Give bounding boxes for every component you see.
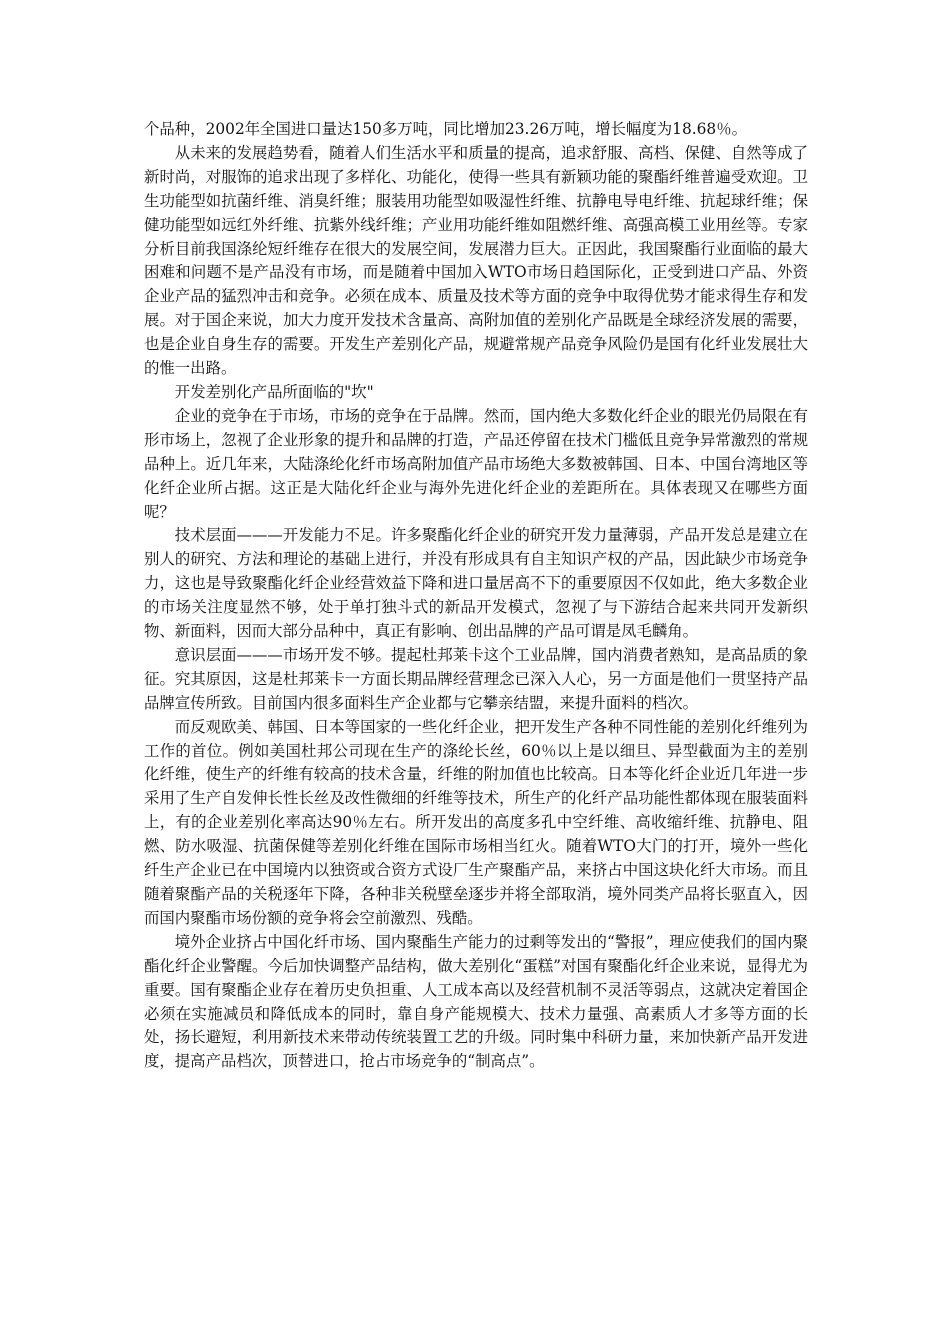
paragraph-conclusion: 境外企业挤占中国化纤市场、国内聚酯生产能力的过剩等发出的“警报”，理应使我们的国内聚酯化纤企业警醒。今后加快调整产品结构，做大差别化“蛋糕”对国有聚酯化纤企业来说，显得尤为重要。国有聚酯企业存在着历史负担重、人工成本高以及经营机制不灵活等弱点，这就决定着国企必须在实施减员和降低成本的同时，靠自身产能规模大、技术力量强、高素质人才多等方面的长处，扬长避短，利用新技术来带动传统装置工艺的升级。同时集中科研力量，来加快新产品开发进度，提高产品档次，顶替进口，抢占市场竞争的“制高点”。 [144,932,808,1071]
document-body [144,118,808,1074]
paragraph-awareness-level: 意识层面———市场开发不够。提起杜邦莱卡这个工业品牌，国内消费者熟知，是高品质的象征。究其原因，这是杜邦莱卡一方面长期品牌经营理念已深入人心，另一方面是他们一贯坚持产品品牌宣传所致。目前国内很多面料生产企业都与它攀亲结盟，来提升面料的档次。 [144,645,808,712]
paragraph-brand-competition: 企业的竞争在于市场，市场的竞争在于品牌。然而，国内绝大多数化纤企业的眼光仍局限在有形市场上，忽视了企业形象的提升和品牌的打造，产品还停留在技术门槛低且竞争异常激烈的常规品种上。近几年来，大陆涤纶化纤市场高附加值产品市场绝大多数被韩国、日本、中国台湾地区等化纤企业所占据。这正是大陆化纤企业与海外先进化纤企业的差距所在。具体表现又在哪些方面呢？ [144,406,808,521]
section-heading: 开发差别化产品所面临的"坎" [174,382,374,401]
paragraph-foreign-comparison: 而反观欧美、韩国、日本等国家的一些化纤企业，把开发生产各种不同性能的差别化纤维列为工作的首位。例如美国杜邦公司现在生产的涤纶长丝，60％以上是以细旦、异型截面为主的差别化纤维，使生产的纤维有较高的技术含量，纤维的附加值也比较高。日本等化纤企业近几年进一步采用了生产自发伸长性长丝及改性微细的纤维等技术，所生产的化纤产品功能性都体现在服装面料上，有的企业差别化率高达90％左右。所开发出的高度多孔中空纤维、高收缩纤维、抗静电、阻燃、防水吸湿、抗菌保健等差别化纤维在国际市场相当红火。随着WTO大门的打开，境外一些化纤生产企业已在中国境内以独资或合资方式设厂生产聚酯产品，来挤占中国这块化纤大市场。而且随着聚酯产品的关税逐年下降，各种非关税壁垒逐步并将全部取消，境外同类产品将长驱直入，因而国内聚酯市场份额的竞争将会空前激烈、残酷。 [144,717,808,927]
paragraph-technical-level: 技术层面———开发能力不足。许多聚酯化纤企业的研究开发力量薄弱，产品开发总是建立在别人的研究、方法和理论的基础上进行，并没有形成具有自主知识产权的产品，因此缺少市场竞争力，这也是导致聚酯化纤企业经营效益下降和进口量居高不下的重要原因不仅如此，绝大多数企业的市场关注度显然不够，处于单打独斗式的新品开发模式，忽视了与下游结合起来共同开发新织物、新面料，因而大部分品种中，真正有影响、创出品牌的产品可谓是凤毛麟角。 [144,526,808,641]
paragraph-continuation: 个品种，2002年全国进口量达150多万吨，同比增加23.26万吨，增长幅度为18.68％。 [144,120,747,138]
paragraph-development-trend: 从未来的发展趋势看，随着人们生活水平和质量的提高，追求舒服、高档、保健、自然等成了新时尚，对服饰的追求出现了多样化、功能化，使得一些具有新颖功能的聚酯纤维普遍受欢迎。卫生功能型如抗菌纤维、消臭纤维；服装用功能型如吸湿性纤维、抗静电导电纤维、抗起球纤维；保健功能型如远红外纤维、抗紫外线纤维；产业用功能纤维如阻燃纤维、高强高模工业用丝等。专家分析目前我国涤纶短纤维存在很大的发展空间，发展潜力巨大。正因此，我国聚酯行业面临的最大困难和问题不是产品没有市场，而是随着中国加入WTO市场日趋国际化，正受到进口产品、外资企业产品的猛烈冲击和竞争。必须在成本、质量及技术等方面的竞争中取得优势才能求得生存和发展。对于国企来说，加大力度开发技术含量高、高附加值的差别化产品既是全球经济发展的需要，也是企业自身生存的需要。开发生产差别化产品，规避常规产品竞争风险仍是国有化纤业发展壮大的惟一出路。 [144,143,808,378]
